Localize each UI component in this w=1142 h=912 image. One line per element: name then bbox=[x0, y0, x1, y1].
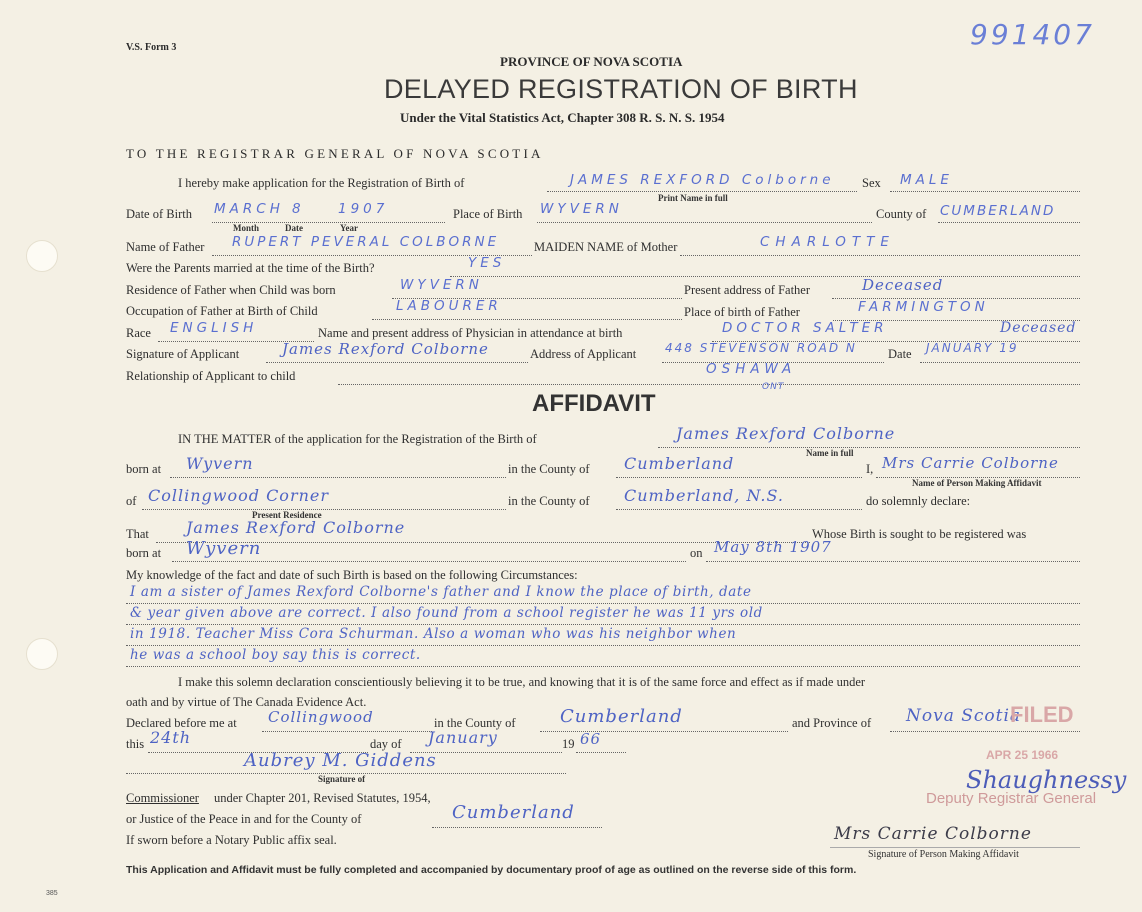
commissioner-word: Commissioner bbox=[126, 791, 199, 805]
signature-label: Signature of Applicant bbox=[126, 347, 240, 361]
sex-label: Sex bbox=[862, 176, 881, 190]
dob-day-value: 8 bbox=[292, 201, 305, 217]
child-name-value: JAMES REXFORD Colborne bbox=[570, 172, 835, 188]
married-value: YES bbox=[468, 255, 506, 271]
notary-note: If sworn before a Notary Public affix seal. bbox=[126, 833, 337, 847]
province-heading: PROVINCE OF NOVA SCOTIA bbox=[500, 54, 683, 69]
applicant-city-value: OSHAWA bbox=[706, 361, 797, 377]
affiant-value: Mrs Carrie Colborne bbox=[882, 454, 1059, 472]
matter-name-value: James Rexford Colborne bbox=[676, 424, 896, 443]
commissioner-rest: under Chapter 201, Revised Statutes, 1954, bbox=[214, 791, 431, 805]
name-caption: Name in full bbox=[806, 448, 854, 458]
born-at-label: born at bbox=[126, 462, 162, 476]
dob-year-value: 1907 bbox=[338, 201, 389, 217]
mother-value: CHARLOTTE bbox=[760, 234, 895, 250]
in-county-label: in the County of bbox=[508, 462, 590, 476]
occupation-label: Occupation of Father at Birth of Child bbox=[126, 304, 318, 318]
declared-at-value: Collingwood bbox=[268, 708, 374, 726]
declare-label: do solemnly declare: bbox=[866, 494, 971, 508]
applicant-address-value: 448 STEVENSON ROAD N bbox=[665, 341, 857, 355]
present-address-value: Deceased bbox=[862, 276, 944, 294]
place-value: WYVERN bbox=[540, 201, 623, 217]
affiant-signature: Mrs Carrie Colborne bbox=[834, 824, 1032, 844]
mother-label: MAIDEN NAME of Mother bbox=[534, 240, 678, 254]
page-title: DELAYED REGISTRATION OF BIRTH bbox=[384, 74, 858, 104]
born-county-value: Cumberland bbox=[624, 454, 735, 473]
footer-note: This Application and Affidavit must be fully completed and accompanied by documentary proof of age as outlined on the reverse side of this form. bbox=[126, 864, 857, 876]
i-label: I, bbox=[866, 462, 874, 476]
declared-county-label: in the County of bbox=[434, 716, 516, 730]
physician-value: DOCTOR SALTER bbox=[722, 320, 888, 336]
commissioner-signature: Aubrey M. Giddens bbox=[244, 750, 437, 771]
justice-county-value: Cumberland bbox=[452, 802, 575, 823]
stamp-date: APR 25 1966 bbox=[986, 748, 1059, 762]
race-value: ENGLISH bbox=[170, 320, 258, 336]
race-label: Race bbox=[126, 326, 151, 340]
circumstance-line: he was a school boy say this is correct. bbox=[130, 647, 421, 663]
applicant-signature: James Rexford Colborne bbox=[282, 340, 489, 358]
on-date-value: May 8th 1907 bbox=[714, 538, 832, 556]
declaration-text: I make this solemn declaration conscientiously believing it to be true, and knowing that it is of the same force and effect as if made under bbox=[178, 675, 866, 689]
intro-label: I hereby make application for the Registration of Birth of bbox=[178, 176, 465, 190]
residence-county-value: Cumberland, N.S. bbox=[624, 486, 784, 505]
declared-county-value: Cumberland bbox=[560, 706, 683, 727]
knowledge-label: My knowledge of the fact and date of such Birth is based on the following Circumstances: bbox=[126, 568, 578, 582]
county-label: County of bbox=[876, 207, 927, 221]
year-prefix: 19 bbox=[562, 737, 575, 751]
day-of-label: day of bbox=[370, 737, 402, 751]
father-value: RUPERT PEVERAL COLBORNE bbox=[232, 234, 500, 250]
residence-county-label: in the County of bbox=[508, 494, 590, 508]
sought-label: Whose Birth is sought to be registered was bbox=[812, 527, 1027, 541]
on-label: on bbox=[690, 546, 703, 560]
present-address-label: Present address of Father bbox=[684, 283, 811, 297]
year-value: 66 bbox=[580, 730, 602, 748]
applicant-prov-value: ONT bbox=[762, 382, 785, 392]
date-value: JANUARY 19 bbox=[926, 341, 1019, 355]
year-caption: Year bbox=[340, 223, 358, 233]
declared-label: Declared before me at bbox=[126, 716, 237, 730]
this-label: this bbox=[126, 737, 145, 751]
that-label: That bbox=[126, 527, 149, 541]
circumstance-line: & year given above are correct. I also found from a school register he was 11 yrs old bbox=[130, 605, 763, 621]
married-label: Were the Parents married at the time of the Birth? bbox=[126, 261, 375, 275]
print-name-caption: Print Name in full bbox=[658, 193, 728, 203]
month-caption: Month bbox=[233, 223, 260, 233]
footer-code: 385 bbox=[46, 890, 58, 897]
relationship-label: Relationship of Applicant to child bbox=[126, 369, 296, 383]
registrar-role: Deputy Registrar General bbox=[926, 790, 1097, 807]
punch-hole bbox=[26, 638, 58, 670]
born-at2-label: born at bbox=[126, 546, 162, 560]
registrar-signature: Shaughnessy bbox=[966, 766, 1127, 794]
residence-value: WYVERN bbox=[400, 277, 483, 293]
dob-month-value: MARCH bbox=[214, 201, 284, 217]
addressee: TO THE REGISTRAR GENERAL OF NOVA SCOTIA bbox=[126, 146, 544, 161]
month-value: January bbox=[428, 728, 498, 747]
sex-value: MALE bbox=[900, 172, 953, 188]
matter-label: IN THE MATTER of the application for the Registration of the Birth of bbox=[178, 432, 537, 446]
province-value: Nova Scotia bbox=[906, 706, 1022, 726]
father-label: Name of Father bbox=[126, 240, 205, 254]
born-at2-value: Wyvern bbox=[186, 538, 262, 559]
circumstance-line: in 1918. Teacher Miss Cora Schurman. Also a woman who was his neighbor when bbox=[130, 626, 737, 642]
justice-label: or Justice of the Peace in and for the County of bbox=[126, 812, 362, 826]
declaration-text-2: oath and by virtue of The Canada Evidence Act. bbox=[126, 695, 367, 709]
dob-label: Date of Birth bbox=[126, 207, 192, 221]
place-label: Place of Birth bbox=[453, 207, 523, 221]
of-label: of bbox=[126, 494, 137, 508]
that-name-value: James Rexford Colborne bbox=[186, 518, 406, 537]
form-id: V.S. Form 3 bbox=[126, 42, 177, 53]
date-caption: Date bbox=[285, 223, 303, 233]
county-value: CUMBERLAND bbox=[940, 203, 1056, 219]
filed-stamp: FILED bbox=[1010, 702, 1074, 727]
father-birthplace-value: FARMINGTON bbox=[858, 299, 989, 315]
residence-caption: Present Residence bbox=[252, 510, 322, 520]
father-birthplace-label: Place of birth of Father bbox=[684, 305, 800, 319]
circumstance-line: I am a sister of James Rexford Colborne's father and I know the place of birth, date bbox=[130, 584, 752, 600]
born-at-value: Wyvern bbox=[186, 454, 254, 473]
residence-label: Residence of Father when Child was born bbox=[126, 283, 336, 297]
physician-note-value: Deceased bbox=[1000, 320, 1077, 336]
date-label: Date bbox=[888, 347, 912, 361]
affiant-caption: Name of Person Making Affidavit bbox=[912, 478, 1042, 488]
province-label: and Province of bbox=[792, 716, 872, 730]
applicant-address-label: Address of Applicant bbox=[530, 347, 637, 361]
occupation-value: LABOURER bbox=[396, 298, 502, 314]
affidavit-heading: AFFIDAVIT bbox=[532, 390, 656, 417]
residence-value: Collingwood Corner bbox=[148, 486, 330, 505]
registration-number: 991407 bbox=[970, 18, 1095, 51]
punch-hole bbox=[26, 240, 58, 272]
physician-label: Name and present address of Physician in attendance at birth bbox=[318, 326, 623, 340]
day-value: 24th bbox=[150, 728, 192, 747]
signature-caption: Signature of bbox=[318, 774, 366, 784]
subtitle: Under the Vital Statistics Act, Chapter 308 R. S. N. S. 1954 bbox=[400, 110, 725, 125]
affiant-sig-caption: Signature of Person Making Affidavit bbox=[868, 849, 1019, 860]
